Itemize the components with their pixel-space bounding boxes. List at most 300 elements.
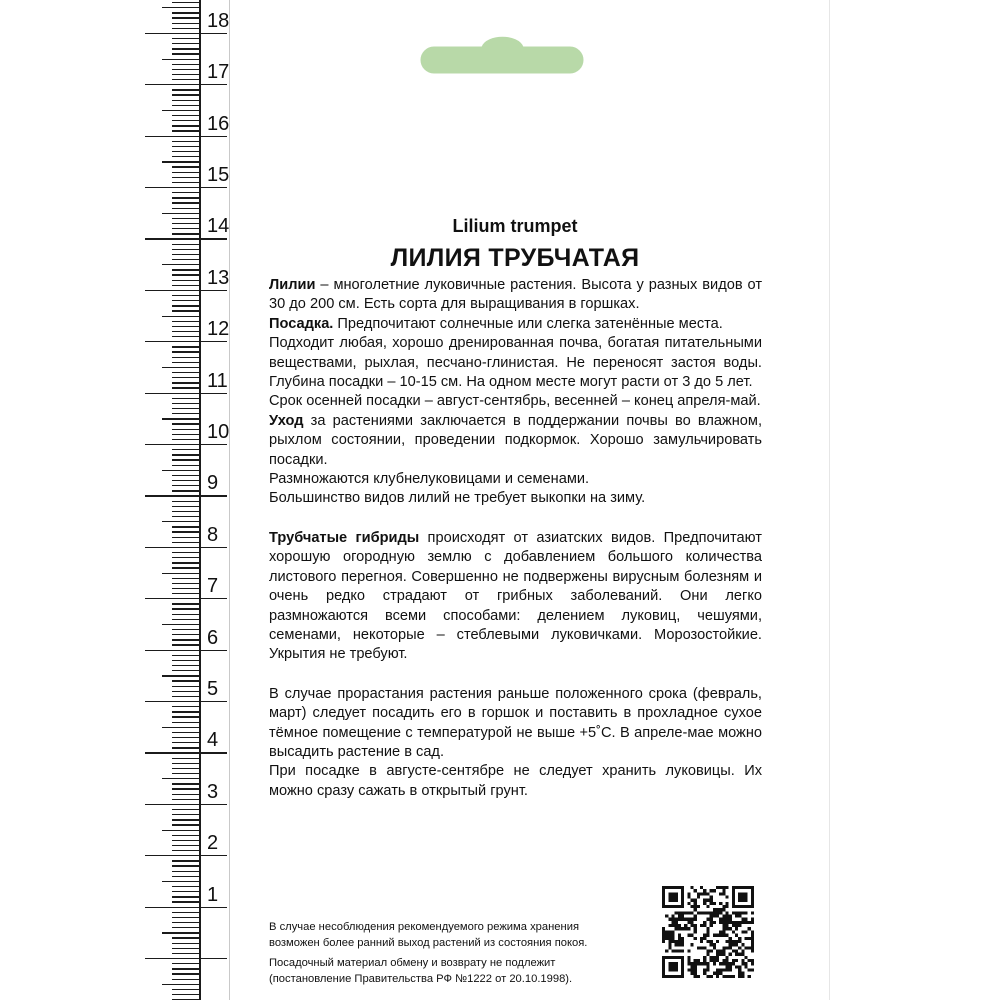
qr-module (668, 899, 671, 902)
qr-module (710, 943, 713, 946)
qr-module (662, 972, 665, 975)
qr-module (744, 918, 747, 921)
ruler-tick (162, 727, 200, 728)
qr-module (713, 908, 716, 911)
qr-module (691, 968, 694, 971)
ruler-tick (162, 830, 200, 831)
ruler-tick (172, 382, 200, 383)
ruler-number: 17 (207, 61, 230, 84)
qr-module (694, 902, 697, 905)
qr-module (672, 892, 675, 895)
qr-module (725, 940, 728, 943)
qr-module (748, 927, 751, 930)
qr-module (678, 886, 681, 889)
qr-module (735, 959, 738, 962)
ruler-tick (172, 197, 200, 198)
ruler-tick (172, 552, 200, 553)
qr-module (662, 975, 665, 978)
ruler-tick (172, 413, 200, 414)
qr-module (729, 937, 732, 940)
qr-module (678, 911, 681, 914)
ruler-tick (172, 89, 200, 90)
qr-module (675, 905, 678, 908)
paragraph (269, 489, 762, 508)
paragraph (269, 412, 762, 470)
qr-module (732, 975, 735, 978)
qr-module (741, 962, 744, 965)
panel-edge (829, 0, 830, 1000)
ruler-tick (172, 285, 200, 286)
qr-module (744, 937, 747, 940)
qr-module (710, 911, 713, 914)
qr-module (751, 918, 754, 921)
qr-module (735, 905, 738, 908)
qr-module (738, 953, 741, 956)
ruler-tick (172, 151, 200, 152)
return-note: Посадочный материал обмену и возврату не подлежит (постановление Правительства РФ №1222 от 20.10.1998). (269, 957, 573, 985)
qr-module (678, 956, 681, 959)
qr-module (687, 892, 690, 895)
ruler-tick (172, 362, 200, 363)
qr-module (662, 968, 665, 971)
ruler-tick (172, 732, 200, 733)
ruler-tick (162, 984, 200, 985)
qr-module (703, 899, 706, 902)
ruler-tick (145, 238, 227, 239)
paragraph-text: Предпочитают солнечные или слегка затенённые места. (333, 315, 723, 332)
ruler-tick (172, 475, 200, 476)
qr-module (710, 940, 713, 943)
qr-module (662, 937, 665, 940)
ruler-tick (172, 722, 200, 723)
paragraph (269, 315, 762, 334)
qr-module (744, 899, 747, 902)
ruler-tick (172, 824, 200, 825)
qr-module (700, 946, 703, 949)
qr-module (732, 892, 735, 895)
qr-module (725, 902, 728, 905)
qr-module (694, 899, 697, 902)
ruler-number: 14 (207, 215, 230, 238)
qr-module (725, 956, 728, 959)
ruler-tick (172, 79, 200, 80)
ruler-tick (172, 567, 200, 568)
ruler-tick (172, 876, 200, 877)
qr-module (735, 927, 738, 930)
ruler-tick (172, 485, 200, 486)
ruler-tick (172, 696, 200, 697)
ruler-tick (162, 367, 200, 368)
qr-module (672, 965, 675, 968)
qr-module (681, 911, 684, 914)
qr-module (675, 962, 678, 965)
qr-module (668, 930, 671, 933)
ruler-tick (172, 711, 200, 712)
ruler-tick (172, 531, 200, 532)
ruler-tick (172, 922, 200, 923)
qr-module (738, 892, 741, 895)
qr-module (738, 965, 741, 968)
qr-module (684, 911, 687, 914)
qr-module (722, 927, 725, 930)
ruler-tick (172, 968, 200, 969)
ruler-tick (172, 429, 200, 430)
ruler-tick (162, 213, 200, 214)
qr-module (687, 956, 690, 959)
ruler-tick (172, 321, 200, 322)
qr-module (748, 905, 751, 908)
qr-module (741, 905, 744, 908)
qr-module (681, 943, 684, 946)
ruler-tick (172, 680, 200, 681)
ruler-number: 3 (207, 780, 219, 803)
qr-module (681, 915, 684, 918)
ruler-tick (172, 300, 200, 301)
qr-module (729, 962, 732, 965)
qr-module (738, 972, 741, 975)
qr-module (741, 975, 744, 978)
ruler-tick (172, 768, 200, 769)
qr-module (665, 930, 668, 933)
page-title: ЛИЛИЯ ТРУБЧАТАЯ (390, 244, 640, 272)
qr-module (662, 930, 665, 933)
qr-module (665, 905, 668, 908)
qr-module (735, 886, 738, 889)
qr-module (719, 962, 722, 965)
qr-module (722, 968, 725, 971)
ruler-tick (172, 788, 200, 789)
qr-module (748, 959, 751, 962)
qr-module (665, 949, 668, 952)
qr-module (732, 886, 735, 889)
ruler-tick (172, 166, 200, 167)
ruler-number: 15 (207, 164, 230, 186)
paragraph (269, 470, 762, 489)
ruler-tick (172, 691, 200, 692)
ruler-tick (162, 470, 200, 471)
qr-module (662, 965, 665, 968)
qr-module (665, 956, 668, 959)
qr-module (665, 915, 668, 918)
paragraph-text: – многолетние луковичные растения. Высота у разных видов от 30 до 200 см. Есть сорта для выращивания в горшках. (269, 277, 762, 313)
qr-module (700, 911, 703, 914)
qr-module (732, 921, 735, 924)
ruler-tick (172, 686, 200, 687)
qr-module (662, 934, 665, 937)
qr-module (691, 972, 694, 975)
qr-module (738, 924, 741, 927)
qr-module (694, 975, 697, 978)
qr-module (694, 918, 697, 921)
qr-module (719, 886, 722, 889)
qr-module (678, 915, 681, 918)
qr-module (672, 975, 675, 978)
qr-module (729, 918, 732, 921)
ruler-tick (172, 64, 200, 65)
ruler-tick (172, 526, 200, 527)
qr-module (722, 886, 725, 889)
qr-module (719, 972, 722, 975)
qr-module (751, 921, 754, 924)
ruler-tick (172, 809, 200, 810)
qr-module (722, 908, 725, 911)
paragraph-text: В случае прорастания растения раньше положенного срока (февраль, март) следует посадить его в горшок и поставить в прохладное сухое тёмное помещение с температурой не выше +5˚С. В апреле-мае можно высадить растение в сад. (269, 685, 762, 760)
ruler-tick (145, 33, 227, 34)
ruler-tick (172, 634, 200, 635)
qr-module (735, 934, 738, 937)
qr-module (725, 918, 728, 921)
qr-module (751, 905, 754, 908)
qr-module (741, 972, 744, 975)
qr-module (741, 943, 744, 946)
ruler-tick (172, 449, 200, 450)
qr-module (722, 905, 725, 908)
ruler-tick (172, 865, 200, 866)
ruler-tick (172, 12, 200, 13)
qr-module (668, 946, 671, 949)
qr-module (672, 924, 675, 927)
ruler-tick (172, 69, 200, 70)
qr-module (748, 937, 751, 940)
qr-module (703, 902, 706, 905)
qr-module (681, 968, 684, 971)
ruler-number: 11 (207, 369, 228, 392)
ruler-tick (172, 963, 200, 964)
ruler-tick (172, 223, 200, 224)
qr-module (681, 905, 684, 908)
qr-module (738, 915, 741, 918)
qr-module (751, 892, 754, 895)
paragraph (269, 685, 762, 763)
qr-module (710, 959, 713, 962)
qr-module (725, 946, 728, 949)
ruler-tick (172, 639, 200, 640)
ruler-tick (145, 341, 227, 342)
ruler-tick (145, 752, 227, 753)
qr-module (738, 968, 741, 971)
qr-module (694, 927, 697, 930)
qr-module (741, 949, 744, 952)
ruler-tick (172, 295, 200, 296)
qr-module (729, 927, 732, 930)
ruler-tick (172, 737, 200, 738)
paragraph-lead: Уход (269, 412, 304, 429)
qr-module (703, 962, 706, 965)
qr-module (706, 911, 709, 914)
ruler-tick (145, 444, 227, 445)
qr-module (672, 886, 675, 889)
qr-module (687, 934, 690, 937)
ruler-number: 5 (207, 678, 219, 700)
qr-module (672, 949, 675, 952)
qr-module (725, 886, 728, 889)
ruler-tick (145, 907, 227, 908)
ruler-tick (172, 269, 200, 270)
qr-module (706, 930, 709, 933)
qr-module (681, 940, 684, 943)
qr-module (710, 956, 713, 959)
qr-module (681, 975, 684, 978)
qr-module (710, 889, 713, 892)
qr-module (691, 911, 694, 914)
qr-module (741, 930, 744, 933)
qr-module (719, 949, 722, 952)
ruler-tick (162, 110, 200, 111)
qr-module (725, 968, 728, 971)
paragraph (269, 392, 762, 411)
qr-module (719, 918, 722, 921)
qr-module (729, 968, 732, 971)
qr-module (675, 940, 678, 943)
qr-module (694, 965, 697, 968)
qr-module (703, 924, 706, 927)
ruler-tick (172, 773, 200, 774)
qr-module (675, 899, 678, 902)
qr-module (713, 962, 716, 965)
qr-module (675, 896, 678, 899)
qr-module (672, 918, 675, 921)
paragraph (269, 762, 762, 801)
qr-module (672, 915, 675, 918)
qr-module (681, 889, 684, 892)
ruler-tick (162, 418, 200, 419)
qr-module (668, 905, 671, 908)
ruler-tick (172, 763, 200, 764)
ruler-tick (162, 675, 200, 676)
qr-module (668, 956, 671, 959)
qr-module (662, 892, 665, 895)
qr-module (697, 896, 700, 899)
qr-module (719, 911, 722, 914)
qr-module (738, 911, 741, 914)
qr-module (675, 918, 678, 921)
ruler-number: 13 (207, 266, 230, 289)
qr-module (744, 962, 747, 965)
qr-module (732, 943, 735, 946)
paragraph-gap (269, 509, 762, 529)
qr-module (738, 946, 741, 949)
qr-module (725, 915, 728, 918)
qr-module (694, 905, 697, 908)
qr-module (710, 949, 713, 952)
qr-module (729, 940, 732, 943)
qr-module (722, 975, 725, 978)
ruler-tick (172, 331, 200, 332)
ruler-tick (172, 794, 200, 795)
ruler-tick (172, 912, 200, 913)
qr-module (681, 965, 684, 968)
ruler-tick (172, 218, 200, 219)
qr-module (729, 965, 732, 968)
qr-module (665, 975, 668, 978)
ruler-tick (172, 608, 200, 609)
qr-module (748, 968, 751, 971)
qr-module (668, 918, 671, 921)
qr-module (681, 892, 684, 895)
qr-module (716, 968, 719, 971)
qr-module (738, 896, 741, 899)
qr-module (668, 892, 671, 895)
qr-module (732, 940, 735, 943)
ruler-tick (172, 2, 200, 3)
qr-module (703, 921, 706, 924)
ruler-tick (172, 233, 200, 234)
qr-module (722, 930, 725, 933)
paragraph-text: Большинство видов лилий не требует выкопки на зиму. (269, 490, 646, 507)
qr-module (691, 905, 694, 908)
qr-module (662, 940, 665, 943)
ruler-tick (162, 881, 200, 882)
paragraph (269, 334, 762, 392)
ruler-tick (172, 305, 200, 306)
qr-module (703, 956, 706, 959)
ruler-tick (172, 891, 200, 892)
ruler-tick (162, 7, 200, 8)
ruler-tick (172, 588, 200, 589)
qr-module (722, 921, 725, 924)
qr-module (710, 896, 713, 899)
qr-module (716, 975, 719, 978)
ruler-tick (172, 943, 200, 944)
qr-module (687, 911, 690, 914)
ruler-tick (172, 501, 200, 502)
ruler-tick (172, 835, 200, 836)
qr-module (668, 924, 671, 927)
qr-module (751, 946, 754, 949)
ruler-tick (172, 377, 200, 378)
ruler-tick (172, 603, 200, 604)
ruler-tick (172, 619, 200, 620)
ruler-tick (172, 593, 200, 594)
qr-module (675, 892, 678, 895)
storage-note: В случае несоблюдения рекомендуемого режима хранения возможен более ранний выход растений из состояния покоя. (269, 921, 588, 949)
ruler-tick (172, 202, 200, 203)
qr-module (716, 915, 719, 918)
qr-module (725, 934, 728, 937)
qr-module (729, 915, 732, 918)
qr-module (716, 934, 719, 937)
qr-module (662, 905, 665, 908)
ruler-tick (172, 706, 200, 707)
ruler-tick (172, 115, 200, 116)
qr-module (684, 924, 687, 927)
qr-module (675, 965, 678, 968)
qr-module (662, 896, 665, 899)
qr-module (719, 930, 722, 933)
qr-module (678, 940, 681, 943)
qr-module (706, 940, 709, 943)
qr-module (751, 934, 754, 937)
qr-module (668, 934, 671, 937)
qr-module (710, 902, 713, 905)
qr-module (738, 937, 741, 940)
ruler-tick (162, 264, 200, 265)
qr-module (662, 927, 665, 930)
qr-module (744, 921, 747, 924)
ruler-tick (162, 932, 200, 933)
ruler-tick (172, 840, 200, 841)
qr-module (735, 924, 738, 927)
qr-module (744, 896, 747, 899)
qr-module (710, 975, 713, 978)
qr-module (725, 959, 728, 962)
qr-module (678, 975, 681, 978)
qr-module (687, 927, 690, 930)
qr-module (732, 902, 735, 905)
qr-module (735, 911, 738, 914)
ruler-tick (172, 994, 200, 995)
qr-module (687, 962, 690, 965)
